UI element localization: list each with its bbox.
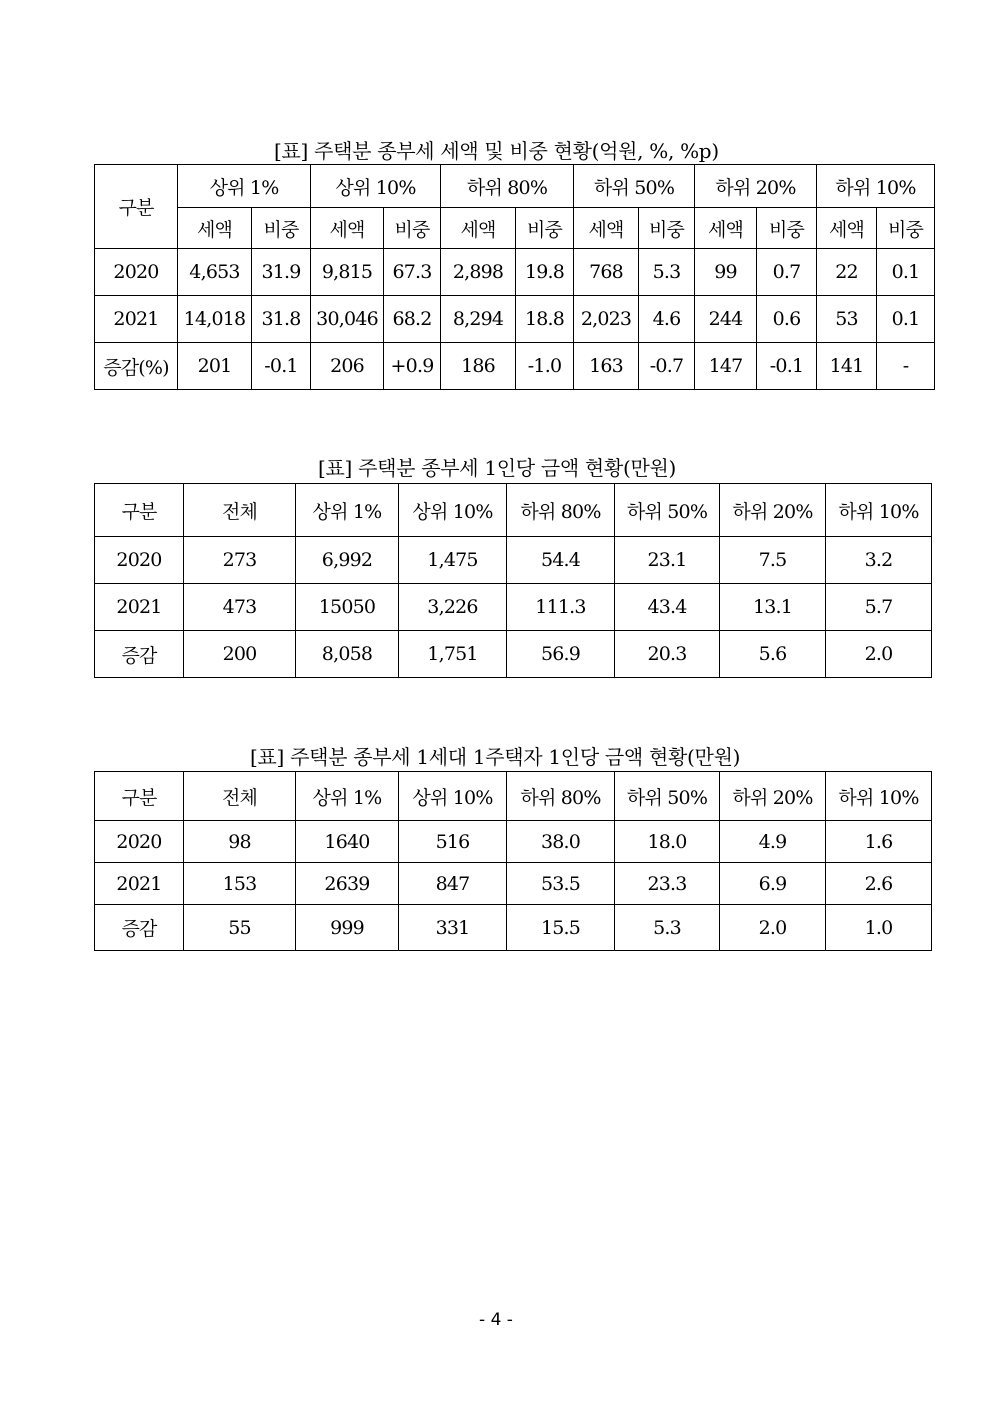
row-label: 증감(%) bbox=[95, 343, 178, 390]
table-cell: 20.3 bbox=[615, 631, 720, 678]
table-cell: 201 bbox=[178, 343, 252, 390]
table-cell: 31.8 bbox=[252, 296, 311, 343]
table-cell: 53.5 bbox=[507, 863, 615, 905]
table-cell: 2,023 bbox=[574, 296, 639, 343]
group-header: 하위 20% bbox=[695, 165, 817, 208]
header-cell: 상위 10% bbox=[399, 772, 507, 821]
row-label: 증감 bbox=[95, 905, 184, 951]
table-cell: 6,992 bbox=[296, 537, 399, 584]
row-label: 2020 bbox=[95, 821, 184, 863]
category-header: 구분 bbox=[95, 165, 178, 249]
table-cell: 2,898 bbox=[441, 249, 516, 296]
header-cell: 상위 1% bbox=[296, 484, 399, 537]
table-cell: 999 bbox=[296, 905, 399, 951]
header-cell: 전체 bbox=[184, 772, 296, 821]
table-cell: 1,475 bbox=[399, 537, 507, 584]
table-cell: 206 bbox=[311, 343, 384, 390]
table-cell: 1.0 bbox=[826, 905, 932, 951]
group-header: 하위 10% bbox=[817, 165, 935, 208]
table-cell: 54.4 bbox=[507, 537, 615, 584]
table-cell: 2.0 bbox=[720, 905, 826, 951]
table-cell: 56.9 bbox=[507, 631, 615, 678]
table-row bbox=[95, 905, 932, 951]
table-cell: 153 bbox=[184, 863, 296, 905]
table-cell: 99 bbox=[695, 249, 757, 296]
table-cell: 43.4 bbox=[615, 584, 720, 631]
table-cell: 768 bbox=[574, 249, 639, 296]
table-cell: 55 bbox=[184, 905, 296, 951]
table-cell: 516 bbox=[399, 821, 507, 863]
group-header: 하위 50% bbox=[574, 165, 695, 208]
table-cell: - bbox=[877, 343, 935, 390]
sub-header-share: 비중 bbox=[877, 208, 935, 249]
table-cell: 273 bbox=[184, 537, 296, 584]
table-cell: 5.6 bbox=[720, 631, 826, 678]
header-cell: 하위 20% bbox=[720, 484, 826, 537]
table-cell: 3,226 bbox=[399, 584, 507, 631]
sub-header-share: 비중 bbox=[516, 208, 574, 249]
table-row bbox=[95, 537, 932, 584]
sub-header-tax: 세액 bbox=[817, 208, 877, 249]
table-cell: 3.2 bbox=[826, 537, 932, 584]
table-cell: 22 bbox=[817, 249, 877, 296]
table-row bbox=[95, 249, 935, 296]
header-cell: 하위 50% bbox=[615, 772, 720, 821]
per-capita-amount-table bbox=[94, 483, 932, 678]
table-cell: 0.1 bbox=[877, 296, 935, 343]
table-cell: 68.2 bbox=[384, 296, 441, 343]
sub-header-tax: 세액 bbox=[574, 208, 639, 249]
table-cell: -0.1 bbox=[252, 343, 311, 390]
row-label: 2021 bbox=[95, 296, 178, 343]
table-cell: 2.6 bbox=[826, 863, 932, 905]
table-cell: 18.0 bbox=[615, 821, 720, 863]
sub-header-share: 비중 bbox=[384, 208, 441, 249]
sub-header-share: 비중 bbox=[639, 208, 695, 249]
table-cell: 2639 bbox=[296, 863, 399, 905]
table-cell: 244 bbox=[695, 296, 757, 343]
group-header: 하위 80% bbox=[441, 165, 574, 208]
row-label: 2020 bbox=[95, 537, 184, 584]
table-cell: 0.7 bbox=[757, 249, 817, 296]
table-cell: 53 bbox=[817, 296, 877, 343]
sub-header-tax: 세액 bbox=[695, 208, 757, 249]
table-cell: 9,815 bbox=[311, 249, 384, 296]
table-cell: 67.3 bbox=[384, 249, 441, 296]
sub-header-tax: 세액 bbox=[311, 208, 384, 249]
row-label: 2021 bbox=[95, 584, 184, 631]
table-cell: 186 bbox=[441, 343, 516, 390]
header-cell: 하위 20% bbox=[720, 772, 826, 821]
header-cell: 구분 bbox=[95, 772, 184, 821]
header-cell: 하위 80% bbox=[507, 772, 615, 821]
table-cell: -0.1 bbox=[757, 343, 817, 390]
table-cell: 23.1 bbox=[615, 537, 720, 584]
page-number: - 4 - bbox=[479, 1310, 513, 1330]
table-cell: 8,058 bbox=[296, 631, 399, 678]
table-cell: 0.6 bbox=[757, 296, 817, 343]
group-header: 상위 1% bbox=[178, 165, 311, 208]
table-cell: 5.7 bbox=[826, 584, 932, 631]
table-cell: 15.5 bbox=[507, 905, 615, 951]
table-cell: 0.1 bbox=[877, 249, 935, 296]
header-cell: 상위 10% bbox=[399, 484, 507, 537]
table-cell: 19.8 bbox=[516, 249, 574, 296]
table-cell: 38.0 bbox=[507, 821, 615, 863]
table-cell: +0.9 bbox=[384, 343, 441, 390]
header-cell: 하위 10% bbox=[826, 484, 932, 537]
header-cell: 구분 bbox=[95, 484, 184, 537]
tax-amount-share-table bbox=[94, 164, 935, 390]
table-row bbox=[95, 343, 935, 390]
table-cell: 8,294 bbox=[441, 296, 516, 343]
table-cell: 23.3 bbox=[615, 863, 720, 905]
table1-caption: [표] 주택분 종부세 세액 및 비중 현황(억원, %, %p) bbox=[274, 139, 719, 163]
table-row bbox=[95, 821, 932, 863]
single-home-per-capita-table bbox=[94, 771, 932, 951]
table-cell: -1.0 bbox=[516, 343, 574, 390]
table-cell: 5.3 bbox=[639, 249, 695, 296]
table-cell: 2.0 bbox=[826, 631, 932, 678]
table2-caption: [표] 주택분 종부세 1인당 금액 현황(만원) bbox=[318, 456, 677, 480]
header-cell: 전체 bbox=[184, 484, 296, 537]
table-cell: 141 bbox=[817, 343, 877, 390]
table-cell: 6.9 bbox=[720, 863, 826, 905]
header-cell: 상위 1% bbox=[296, 772, 399, 821]
header-cell: 하위 10% bbox=[826, 772, 932, 821]
table-cell: 111.3 bbox=[507, 584, 615, 631]
table-cell: 4.6 bbox=[639, 296, 695, 343]
group-header: 상위 10% bbox=[311, 165, 441, 208]
table-cell: 31.9 bbox=[252, 249, 311, 296]
table-cell: 1.6 bbox=[826, 821, 932, 863]
table-cell: 331 bbox=[399, 905, 507, 951]
row-label: 증감 bbox=[95, 631, 184, 678]
header-cell: 하위 80% bbox=[507, 484, 615, 537]
table3-caption: [표] 주택분 종부세 1세대 1주택자 1인당 금액 현황(만원) bbox=[250, 745, 741, 769]
table-cell: 147 bbox=[695, 343, 757, 390]
table-cell: 1640 bbox=[296, 821, 399, 863]
table-cell: 14,018 bbox=[178, 296, 252, 343]
table-cell: 30,046 bbox=[311, 296, 384, 343]
table-cell: -0.7 bbox=[639, 343, 695, 390]
table-cell: 98 bbox=[184, 821, 296, 863]
table-row bbox=[95, 584, 932, 631]
sub-header-tax: 세액 bbox=[178, 208, 252, 249]
table-cell: 18.8 bbox=[516, 296, 574, 343]
table-cell: 13.1 bbox=[720, 584, 826, 631]
table-cell: 473 bbox=[184, 584, 296, 631]
row-label: 2020 bbox=[95, 249, 178, 296]
table-row bbox=[95, 296, 935, 343]
header-cell: 하위 50% bbox=[615, 484, 720, 537]
sub-header-share: 비중 bbox=[252, 208, 311, 249]
table-cell: 4,653 bbox=[178, 249, 252, 296]
row-label: 2021 bbox=[95, 863, 184, 905]
table-cell: 7.5 bbox=[720, 537, 826, 584]
table-cell: 5.3 bbox=[615, 905, 720, 951]
table-row bbox=[95, 631, 932, 678]
table-cell: 847 bbox=[399, 863, 507, 905]
table-cell: 200 bbox=[184, 631, 296, 678]
table-cell: 1,751 bbox=[399, 631, 507, 678]
table-cell: 163 bbox=[574, 343, 639, 390]
table-row bbox=[95, 863, 932, 905]
sub-header-tax: 세액 bbox=[441, 208, 516, 249]
sub-header-share: 비중 bbox=[757, 208, 817, 249]
table-cell: 15050 bbox=[296, 584, 399, 631]
table-cell: 4.9 bbox=[720, 821, 826, 863]
